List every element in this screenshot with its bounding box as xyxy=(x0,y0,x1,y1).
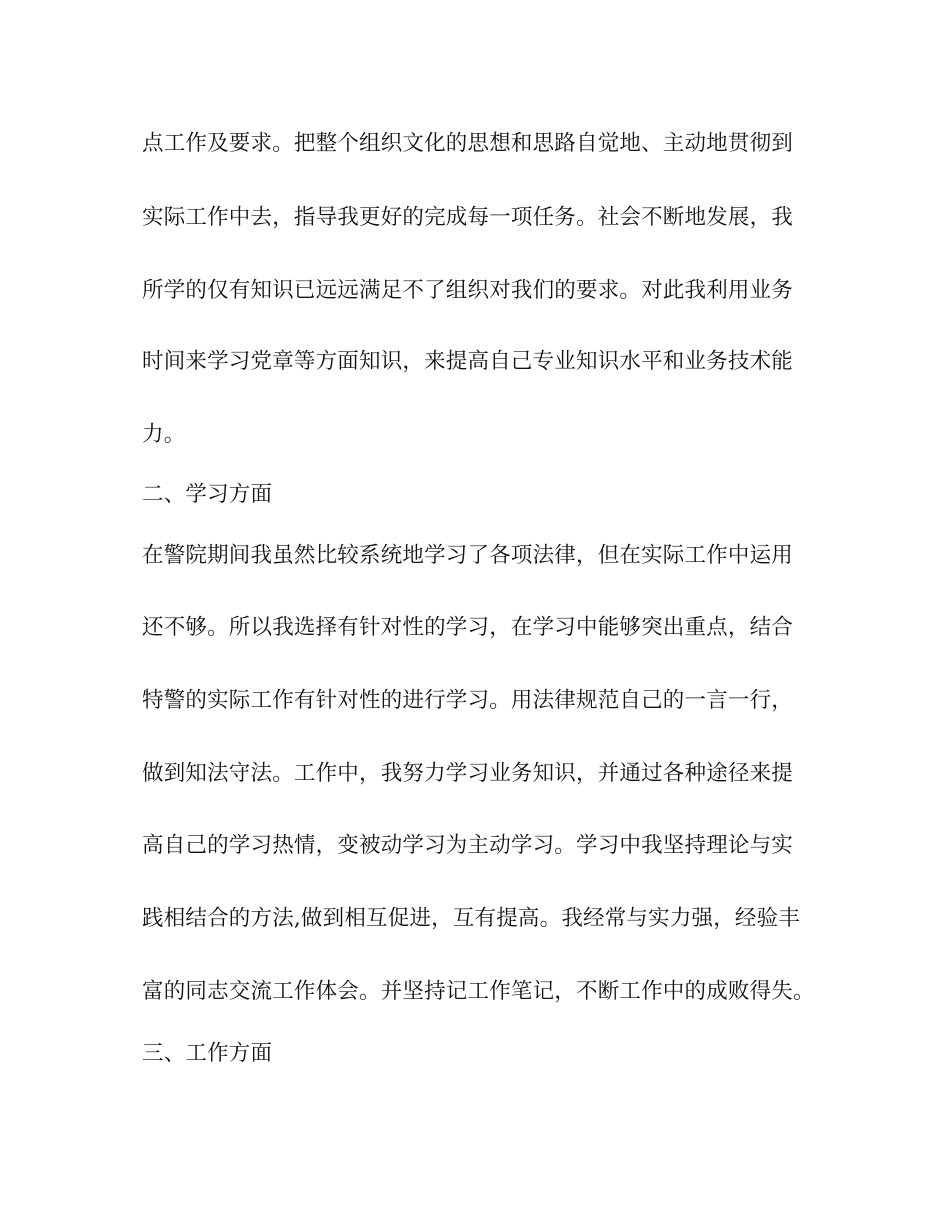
section-heading: 二、学习方面 xyxy=(142,482,273,507)
paragraph-line: 时间来学习党章等方面知识，来提高自己专业知识水平和业务技术能 xyxy=(142,349,794,374)
paragraph-line: 做到知法守法。工作中，我努力学习业务知识，并通过各种途径来提 xyxy=(142,761,794,786)
paragraph-line: 践相结合的方法,做到相互促进，互有提高。我经常与实力强，经验丰 xyxy=(142,906,801,931)
paragraph-line: 富的同志交流工作体会。并坚持记工作笔记，不断工作中的成败得失。 xyxy=(142,979,815,1004)
paragraph-line: 特警的实际工作有针对性的进行学习。用法律规范自己的一言一行， xyxy=(142,688,794,713)
section-heading: 三、工作方面 xyxy=(142,1041,273,1066)
paragraph-line: 力。 xyxy=(142,422,186,447)
paragraph-line: 实际工作中去，指导我更好的完成每一项任务。社会不断地发展，我 xyxy=(142,205,794,230)
paragraph-line: 在警院期间我虽然比较系统地学习了各项法律，但在实际工作中运用 xyxy=(142,543,794,568)
paragraph-line: 点工作及要求。把整个组织文化的思想和思路自觉地、主动地贯彻到 xyxy=(142,131,794,156)
paragraph-line: 所学的仅有知识已远远满足不了组织对我们的要求。对此我利用业务 xyxy=(142,278,794,303)
paragraph-line: 还不够。所以我选择有针对性的学习，在学习中能够突出重点，结合 xyxy=(142,615,794,640)
paragraph-line: 高自己的学习热情，变被动学习为主动学习。学习中我坚持理论与实 xyxy=(142,833,794,858)
